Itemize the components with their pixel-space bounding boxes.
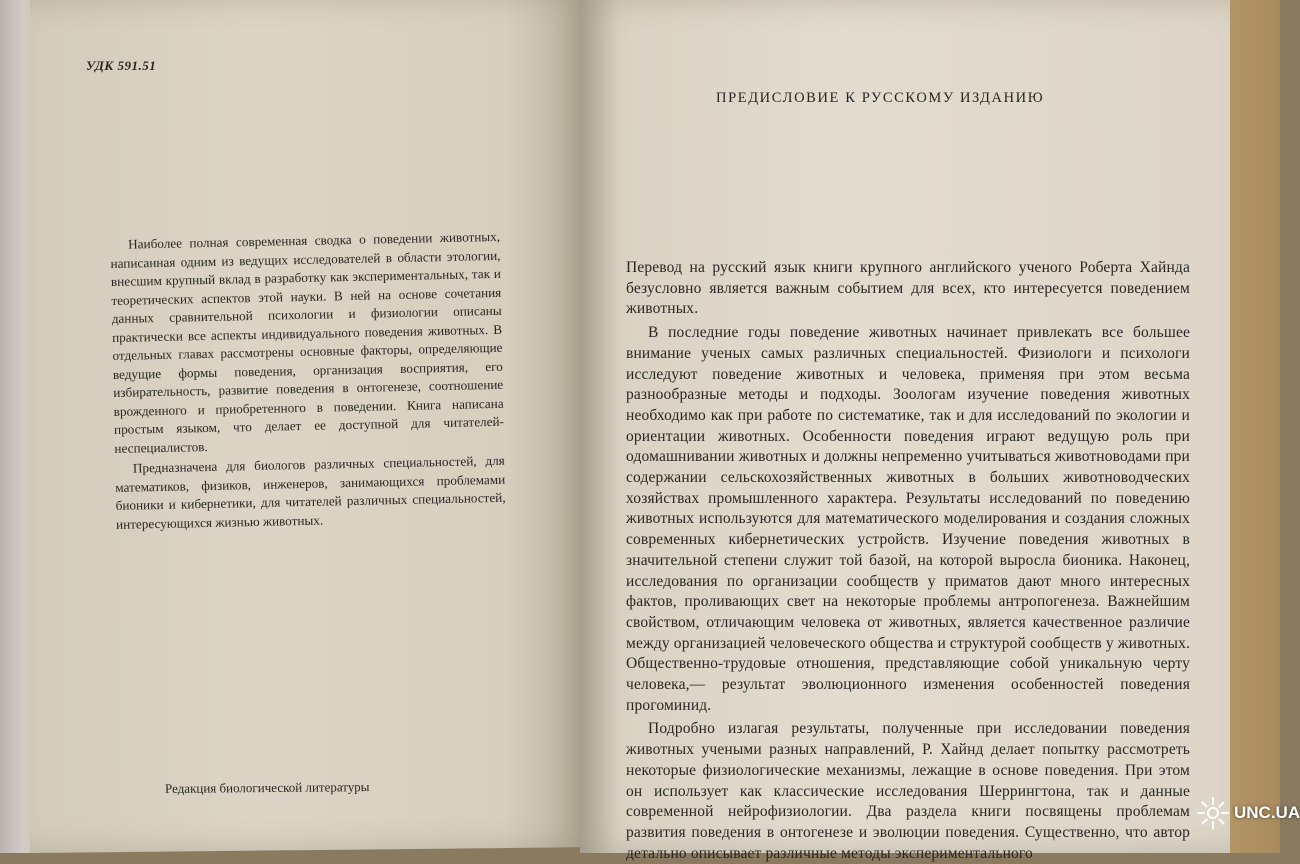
preface-text (626, 258, 1190, 864)
watermark-text: UNC.UA (1234, 803, 1300, 822)
book-annotation (110, 228, 506, 534)
preface-paragraph: В последние годы поведение животных начинает привлекать все большее внимание ученых самых различных специальностей. Физиологи и психологи исследуют поведение животных и человека, применяя при этом весьма разнообразные методы и подходы. Зоологам изучение поведения животных необходимо как при работе по систематике, так и для исследований по экологии и ориентации животных. Особенности поведения играют ведущую роль при одомашнивании животных и должны непременно учитываться животноводами при содержании сельскохозяйственных животных в больших животноводческих хозяйствах промышленного характера. Результаты исследований по поведению животных используются для математического моделирования и создания сложных современных кибернетических устройств. Изучение поведения животных в значительной степени служит той базой, на которой выросла бионика. Наконец, исследования по организации сообществ у приматов дают много интересных фактов, проливающих свет на некоторые проблемы антропогенеза. Важнейшим свойством, отличающим человека от животных, является качественное различие между организацией человеческого общества и структурой сообществ у животных. Общественно-трудовые отношения, представляющие собой уникальную черту человека,— результат эволюционного изменения особенностей поведения прогоминид. (626, 324, 1190, 714)
annotation-paragraph: Предназначена для биологов различных специальностей, для математиков, физиков, инженеров, занимающихся проблемами бионики и кибернетики, для читателей различных специальностей, интересующихся жизнью животных. (115, 452, 506, 532)
watermark (1196, 796, 1300, 830)
editorial-imprint: Редакция биологической литературы (164, 779, 370, 796)
sunburst-logo-icon (1196, 796, 1230, 830)
preface-paragraph: Перевод на русский язык книги крупного английского ученого Роберта Хайнда безусловно является важным событием для всех, кто интересуется поведением животных. (626, 259, 1190, 318)
preface-paragraph: Подробно излагая результаты, полученные при исследовании поведения животных учеными разных направлений, Р. Хайнд делает попытку рассмотреть некоторые физиологические механизмы, лежащие в основе поведения. При этом он использует как классические исследования Шеррингтона, так и данные современной нейрофизиологии. Два раздела книги посвящены проблемам развития поведения в онтогенезе и эволюции поведения. Существенно, что автор детально описывает различные методы экспериментального (626, 720, 1190, 862)
udk-code: УДК 591.51 (86, 58, 157, 73)
annotation-paragraph: Наиболее полная современная сводка о поведении животных, написанная одним из ведущих исследователей в области этологии, внесшим крупный вклад в разработку как экспериментальных, так и теоретических аспектов этой науки. В ней на основе сочетания данных сравнительной психологии и физиологии описаны практически все аспекты индивидуального поведения животных. В отдельных главах рассмотрены основные факторы, определяющие ведущие формы поведения, организация восприятия, его избирательность, развитие поведения в онтогенезе, соотношение врожденного и приобретенного в поведении. Книга написана простым языком, что делает ее доступной для читателей-неспециалистов. (110, 228, 505, 456)
page-heading: ПРЕДИСЛОВИЕ К РУССКОМУ ИЗДАНИЮ (716, 90, 1045, 106)
